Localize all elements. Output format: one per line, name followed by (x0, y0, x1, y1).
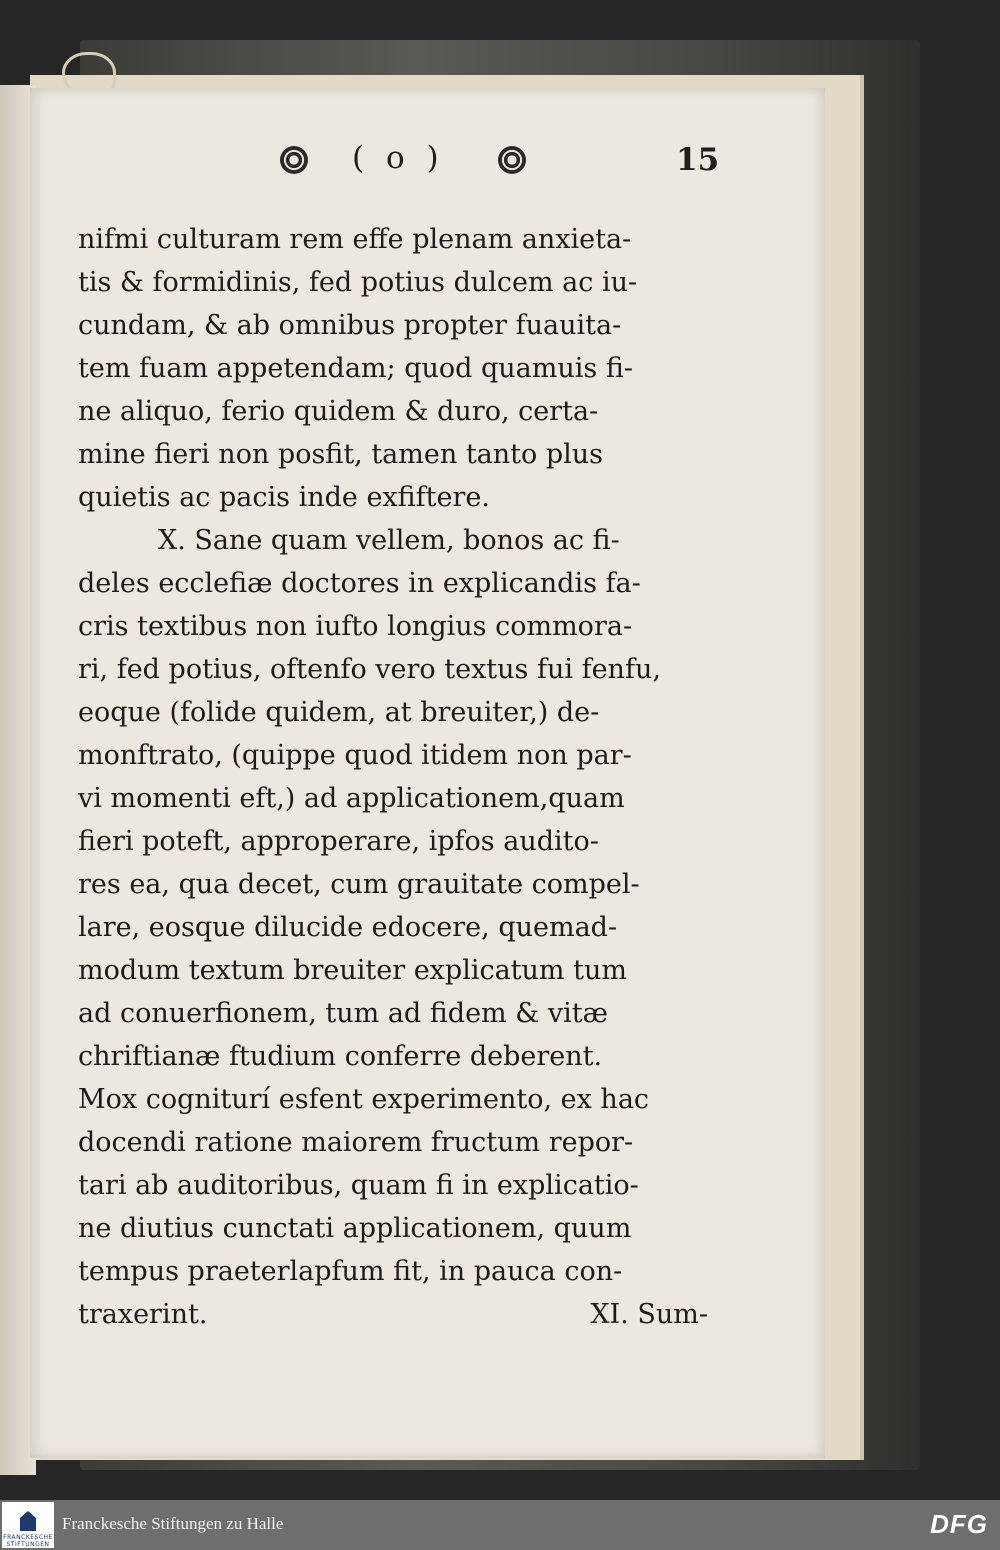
signature-mark: ( o ) (352, 140, 445, 176)
text-line: ne aliquo, ferio quidem & duro, certa- (78, 396, 599, 427)
text-line: ri, fed potius, oftenfo vero textus fui fenfu, (78, 654, 661, 685)
institution-link[interactable]: Franckesche Stiftungen zu Halle (62, 1514, 284, 1533)
rosette-ornament-icon (280, 146, 308, 174)
catchword: XI. Sum- (590, 1299, 708, 1330)
text-line: lare, eosque dilucide edocere, quemad- (78, 912, 618, 943)
building-icon (20, 1511, 36, 1531)
franckesche-logo-icon[interactable] (2, 1502, 54, 1548)
text-line: mine fieri non posfit, tamen tanto plus (78, 439, 604, 470)
running-header (30, 140, 825, 180)
text-line: tis & formidinis, fed potius dulcem ac iu- (78, 267, 638, 298)
text-line: deles ecclefiæ doctores in explicandis fa- (78, 568, 641, 599)
paragraph-start-x: X. Sane quam vellem, bonos ac fi- (158, 525, 620, 556)
text-line: Mox cogniturí esfent experimento, ex hac (78, 1084, 650, 1115)
final-line (78, 1293, 708, 1336)
dfg-logo[interactable]: DFG (930, 1509, 988, 1539)
text-line: docendi ratione maiorem fructum repor- (78, 1127, 634, 1158)
text-line: cundam, & ab omnibus propter fuauita- (78, 310, 622, 341)
rosette-ornament-icon (498, 146, 526, 174)
logo-text: FRANCKESCHE (3, 1534, 53, 1541)
book-page (30, 88, 825, 1458)
text-line: tari ab auditoribus, quam fi in explicatio- (78, 1170, 639, 1201)
text-line: tempus praeterlapfum fit, in pauca con- (78, 1256, 623, 1287)
logo-text: STIFTUNGEN (6, 1541, 50, 1548)
text-line: res ea, qua decet, cum grauitate compel- (78, 869, 640, 900)
text-line: vi momenti eft,) ad applicationem,quam (78, 783, 625, 814)
text-line: quietis ac pacis inde exfiftere. (78, 482, 490, 513)
text-line: fieri poteft, approperare, ipfos audito- (78, 826, 599, 857)
last-text-line: traxerint. (78, 1299, 208, 1330)
text-line: modum textum breuiter explicatum tum (78, 955, 627, 986)
text-line: cris textibus non iufto longius commora- (78, 611, 633, 642)
page-number: 15 (676, 142, 720, 178)
body-text (78, 218, 708, 1336)
text-line: chriftianæ ftudium conferre deberent. (78, 1041, 603, 1072)
text-line: nifmi culturam rem effe plenam anxieta- (78, 224, 632, 255)
text-line: tem fuam appetendam; quod quamuis fi- (78, 353, 633, 384)
text-line: monftrato, (quippe quod itidem non par- (78, 740, 632, 771)
footer-bar (0, 1500, 1000, 1550)
text-line: eoque (folide quidem, at breuiter,) de- (78, 697, 600, 728)
text-line: ne diutius cunctati applicationem, quum (78, 1213, 632, 1244)
text-line: ad conuerfionem, tum ad fidem & vitæ (78, 998, 608, 1029)
